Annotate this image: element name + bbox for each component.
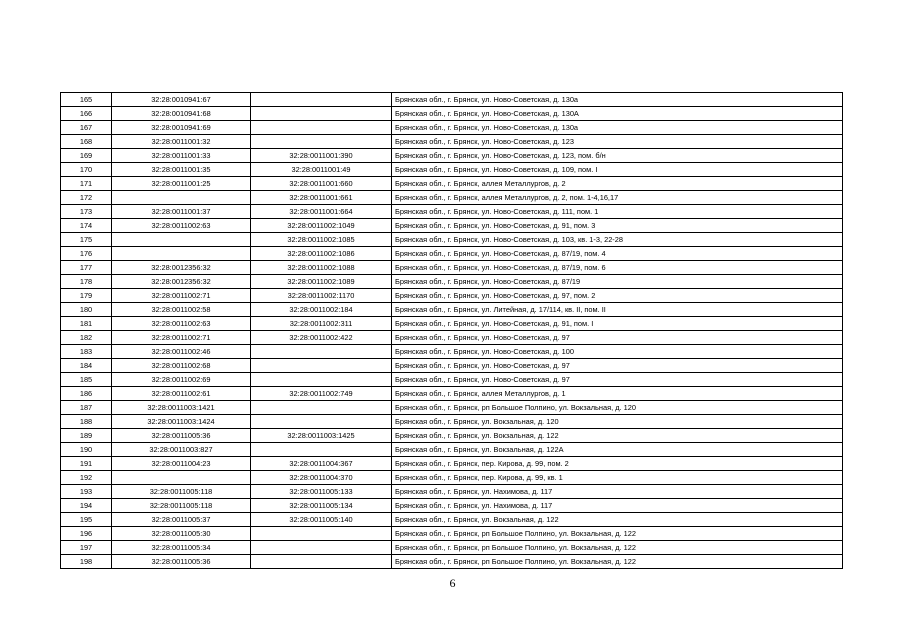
table-row: [61, 443, 843, 457]
table-row: [61, 135, 843, 149]
row-number-cell: 195: [61, 513, 112, 527]
address-cell: Брянская обл., г. Брянск, ул. Нахимова, д. 117: [392, 485, 843, 499]
related-cadastral-number-cell: 32:28:0011002:1170: [251, 289, 392, 303]
cadastral-number-cell: 32:28:0011002:71: [112, 331, 251, 345]
table-row: [61, 429, 843, 443]
table-row: [61, 289, 843, 303]
cadastral-number-cell: 32:28:0011005:36: [112, 429, 251, 443]
row-number-cell: 181: [61, 317, 112, 331]
row-number-cell: 169: [61, 149, 112, 163]
cadastral-number-cell: 32:28:0011005:34: [112, 541, 251, 555]
address-cell: Брянская обл., г. Брянск, ул. Ново-Советская, д. 123, пом. б/н: [392, 149, 843, 163]
related-cadastral-number-cell: 32:28:0011005:140: [251, 513, 392, 527]
related-cadastral-number-cell: 32:28:0011001:664: [251, 205, 392, 219]
cadastral-number-cell: 32:28:0011005:36: [112, 555, 251, 569]
row-number-cell: 172: [61, 191, 112, 205]
cadastral-number-cell: 32:28:0011001:35: [112, 163, 251, 177]
cadastral-number-cell: 32:28:0011005:30: [112, 527, 251, 541]
cadastral-number-cell: 32:28:0010941:67: [112, 93, 251, 107]
row-number-cell: 187: [61, 401, 112, 415]
row-number-cell: 182: [61, 331, 112, 345]
cadastral-number-cell: 32:28:0011001:37: [112, 205, 251, 219]
table-row: [61, 149, 843, 163]
row-number-cell: 185: [61, 373, 112, 387]
cadastral-number-cell: 32:28:0011004:23: [112, 457, 251, 471]
address-cell: Брянская обл., г. Брянск, пер. Кирова, д. 99, кв. 1: [392, 471, 843, 485]
cadastral-number-cell: 32:28:0010941:69: [112, 121, 251, 135]
table-row: [61, 177, 843, 191]
address-cell: Брянская обл., г. Брянск, ул. Ново-Советская, д. 97: [392, 373, 843, 387]
related-cadastral-number-cell: 32:28:0011002:1049: [251, 219, 392, 233]
address-cell: Брянская обл., г. Брянск, ул. Вокзальная, д. 122А: [392, 443, 843, 457]
address-cell: Брянская обл., г. Брянск, рп Большое Полпино, ул. Вокзальная, д. 120: [392, 401, 843, 415]
related-cadastral-number-cell: 32:28:0011002:1089: [251, 275, 392, 289]
address-cell: Брянская обл., г. Брянск, аллея Металлургов, д. 2: [392, 177, 843, 191]
address-cell: Брянская обл., г. Брянск, ул. Ново-Советская, д. 91, пом. I: [392, 317, 843, 331]
cadastral-number-cell: 32:28:0011002:58: [112, 303, 251, 317]
row-number-cell: 175: [61, 233, 112, 247]
cadastral-number-cell: 32:28:0011005:118: [112, 499, 251, 513]
cadastral-number-cell: 32:28:0011002:63: [112, 317, 251, 331]
address-cell: Брянская обл., г. Брянск, ул. Ново-Советская, д. 91, пом. 3: [392, 219, 843, 233]
table-row: [61, 93, 843, 107]
cadastral-number-cell: 32:28:0011001:33: [112, 149, 251, 163]
row-number-cell: 184: [61, 359, 112, 373]
related-cadastral-number-cell: 32:28:0011002:1088: [251, 261, 392, 275]
address-cell: Брянская обл., г. Брянск, рп Большое Полпино, ул. Вокзальная, д. 122: [392, 555, 843, 569]
related-cadastral-number-cell: [251, 121, 392, 135]
related-cadastral-number-cell: 32:28:0011002:311: [251, 317, 392, 331]
address-cell: Брянская обл., г. Брянск, пер. Кирова, д. 99, пом. 2: [392, 457, 843, 471]
row-number-cell: 176: [61, 247, 112, 261]
address-cell: Брянская обл., г. Брянск, рп Большое Полпино, ул. Вокзальная, д. 122: [392, 541, 843, 555]
table-row: [61, 401, 843, 415]
row-number-cell: 165: [61, 93, 112, 107]
table-row: [61, 541, 843, 555]
address-cell: Брянская обл., г. Брянск, ул. Ново-Советская, д. 97: [392, 359, 843, 373]
related-cadastral-number-cell: 32:28:0011005:133: [251, 485, 392, 499]
row-number-cell: 166: [61, 107, 112, 121]
row-number-cell: 177: [61, 261, 112, 275]
table-row: [61, 387, 843, 401]
table-row: [61, 485, 843, 499]
table-row: [61, 107, 843, 121]
table-row: [61, 457, 843, 471]
cadastral-number-cell: 32:28:0011003:1424: [112, 415, 251, 429]
cadastral-number-cell: [112, 233, 251, 247]
related-cadastral-number-cell: 32:28:0011001:661: [251, 191, 392, 205]
row-number-cell: 167: [61, 121, 112, 135]
table-row: [61, 345, 843, 359]
address-cell: Брянская обл., г. Брянск, ул. Ново-Советская, д. 100: [392, 345, 843, 359]
related-cadastral-number-cell: 32:28:0011002:1086: [251, 247, 392, 261]
table-row: [61, 359, 843, 373]
related-cadastral-number-cell: [251, 401, 392, 415]
related-cadastral-number-cell: [251, 135, 392, 149]
table-row: [61, 331, 843, 345]
row-number-cell: 173: [61, 205, 112, 219]
row-number-cell: 183: [61, 345, 112, 359]
address-cell: Брянская обл., г. Брянск, ул. Ново-Советская, д. 123: [392, 135, 843, 149]
address-cell: Брянская обл., г. Брянск, рп Большое Полпино, ул. Вокзальная, д. 122: [392, 527, 843, 541]
table-row: [61, 499, 843, 513]
related-cadastral-number-cell: [251, 541, 392, 555]
related-cadastral-number-cell: 32:28:0011002:1085: [251, 233, 392, 247]
cadastral-number-cell: 32:28:0011003:1421: [112, 401, 251, 415]
row-number-cell: 186: [61, 387, 112, 401]
table-row: [61, 163, 843, 177]
related-cadastral-number-cell: [251, 555, 392, 569]
cadastral-number-cell: 32:28:0011002:68: [112, 359, 251, 373]
cadastral-number-cell: 32:28:0011005:37: [112, 513, 251, 527]
row-number-cell: 192: [61, 471, 112, 485]
address-cell: Брянская обл., г. Брянск, ул. Вокзальная, д. 122: [392, 513, 843, 527]
related-cadastral-number-cell: 32:28:0011001:660: [251, 177, 392, 191]
related-cadastral-number-cell: 32:28:0011005:134: [251, 499, 392, 513]
page-number: 6: [449, 576, 456, 590]
row-number-cell: 171: [61, 177, 112, 191]
table-row: [61, 317, 843, 331]
table-row: [61, 513, 843, 527]
related-cadastral-number-cell: 32:28:0011001:49: [251, 163, 392, 177]
table-row: [61, 373, 843, 387]
row-number-cell: 194: [61, 499, 112, 513]
address-cell: Брянская обл., г. Брянск, аллея Металлургов, д. 2, пом. 1-4,16,17: [392, 191, 843, 205]
cadastral-number-cell: 32:28:0011002:46: [112, 345, 251, 359]
address-cell: Брянская обл., г. Брянск, ул. Ново-Советская, д. 87/19: [392, 275, 843, 289]
row-number-cell: 170: [61, 163, 112, 177]
address-cell: Брянская обл., г. Брянск, ул. Ново-Советская, д. 103, кв. 1-3, 22-28: [392, 233, 843, 247]
related-cadastral-number-cell: [251, 373, 392, 387]
table-row: [61, 471, 843, 485]
cadastral-number-cell: [112, 247, 251, 261]
table-row: [61, 261, 843, 275]
address-cell: Брянская обл., г. Брянск, аллея Металлургов, д. 1: [392, 387, 843, 401]
table-row: [61, 527, 843, 541]
table-row: [61, 121, 843, 135]
cadastral-number-cell: 32:28:0011002:61: [112, 387, 251, 401]
address-cell: Брянская обл., г. Брянск, ул. Ново-Советская, д. 130А: [392, 107, 843, 121]
row-number-cell: 196: [61, 527, 112, 541]
address-cell: Брянская обл., г. Брянск, ул. Ново-Советская, д. 87/19, пом. 4: [392, 247, 843, 261]
row-number-cell: 168: [61, 135, 112, 149]
row-number-cell: 190: [61, 443, 112, 457]
related-cadastral-number-cell: 32:28:0011002:184: [251, 303, 392, 317]
address-cell: Брянская обл., г. Брянск, ул. Ново-Советская, д. 109, пом. I: [392, 163, 843, 177]
table-row: [61, 555, 843, 569]
row-number-cell: 189: [61, 429, 112, 443]
related-cadastral-number-cell: [251, 359, 392, 373]
related-cadastral-number-cell: 32:28:0011004:367: [251, 457, 392, 471]
related-cadastral-number-cell: 32:28:0011002:749: [251, 387, 392, 401]
cadastral-number-cell: 32:28:0011005:118: [112, 485, 251, 499]
address-cell: Брянская обл., г. Брянск, ул. Ново-Советская, д. 97, пом. 2: [392, 289, 843, 303]
related-cadastral-number-cell: [251, 527, 392, 541]
table-row: [61, 275, 843, 289]
row-number-cell: 180: [61, 303, 112, 317]
table-row: [61, 233, 843, 247]
cadastral-number-cell: [112, 471, 251, 485]
row-number-cell: 191: [61, 457, 112, 471]
cadastral-number-cell: 32:28:0011001:32: [112, 135, 251, 149]
table-row: [61, 205, 843, 219]
address-cell: Брянская обл., г. Брянск, ул. Ново-Советская, д. 130а: [392, 93, 843, 107]
row-number-cell: 174: [61, 219, 112, 233]
row-number-cell: 179: [61, 289, 112, 303]
related-cadastral-number-cell: [251, 107, 392, 121]
cadastral-number-cell: 32:28:0011002:69: [112, 373, 251, 387]
cadastral-number-cell: 32:28:0010941:68: [112, 107, 251, 121]
cadastral-number-cell: [112, 191, 251, 205]
cadastral-number-cell: 32:28:0011003:827: [112, 443, 251, 457]
cadastral-number-cell: 32:28:0011002:71: [112, 289, 251, 303]
property-table: [60, 92, 843, 569]
address-cell: Брянская обл., г. Брянск, ул. Ново-Советская, д. 87/19, пом. 6: [392, 261, 843, 275]
address-cell: Брянская обл., г. Брянск, ул. Ново-Советская, д. 111, пом. 1: [392, 205, 843, 219]
row-number-cell: 197: [61, 541, 112, 555]
related-cadastral-number-cell: 32:28:0011004:370: [251, 471, 392, 485]
address-cell: Брянская обл., г. Брянск, ул. Ново-Советская, д. 97: [392, 331, 843, 345]
related-cadastral-number-cell: [251, 415, 392, 429]
cadastral-number-cell: 32:28:0011001:25: [112, 177, 251, 191]
related-cadastral-number-cell: 32:28:0011002:422: [251, 331, 392, 345]
table-body: [61, 93, 843, 569]
related-cadastral-number-cell: 32:28:0011001:390: [251, 149, 392, 163]
cadastral-number-cell: 32:28:0012356:32: [112, 275, 251, 289]
related-cadastral-number-cell: [251, 443, 392, 457]
address-cell: Брянская обл., г. Брянск, ул. Нахимова, д. 117: [392, 499, 843, 513]
related-cadastral-number-cell: 32:28:0011003:1425: [251, 429, 392, 443]
row-number-cell: 198: [61, 555, 112, 569]
cadastral-number-cell: 32:28:0012356:32: [112, 261, 251, 275]
address-cell: Брянская обл., г. Брянск, ул. Ново-Советская, д. 130а: [392, 121, 843, 135]
cadastral-number-cell: 32:28:0011002:63: [112, 219, 251, 233]
address-cell: Брянская обл., г. Брянск, ул. Литейная, д. 17/114, кв. II, пом. II: [392, 303, 843, 317]
table-row: [61, 415, 843, 429]
table-row: [61, 247, 843, 261]
table-row: [61, 219, 843, 233]
related-cadastral-number-cell: [251, 345, 392, 359]
address-cell: Брянская обл., г. Брянск, ул. Вокзальная, д. 120: [392, 415, 843, 429]
table-row: [61, 191, 843, 205]
row-number-cell: 193: [61, 485, 112, 499]
table-row: [61, 303, 843, 317]
row-number-cell: 188: [61, 415, 112, 429]
address-cell: Брянская обл., г. Брянск, ул. Вокзальная, д. 122: [392, 429, 843, 443]
related-cadastral-number-cell: [251, 93, 392, 107]
row-number-cell: 178: [61, 275, 112, 289]
